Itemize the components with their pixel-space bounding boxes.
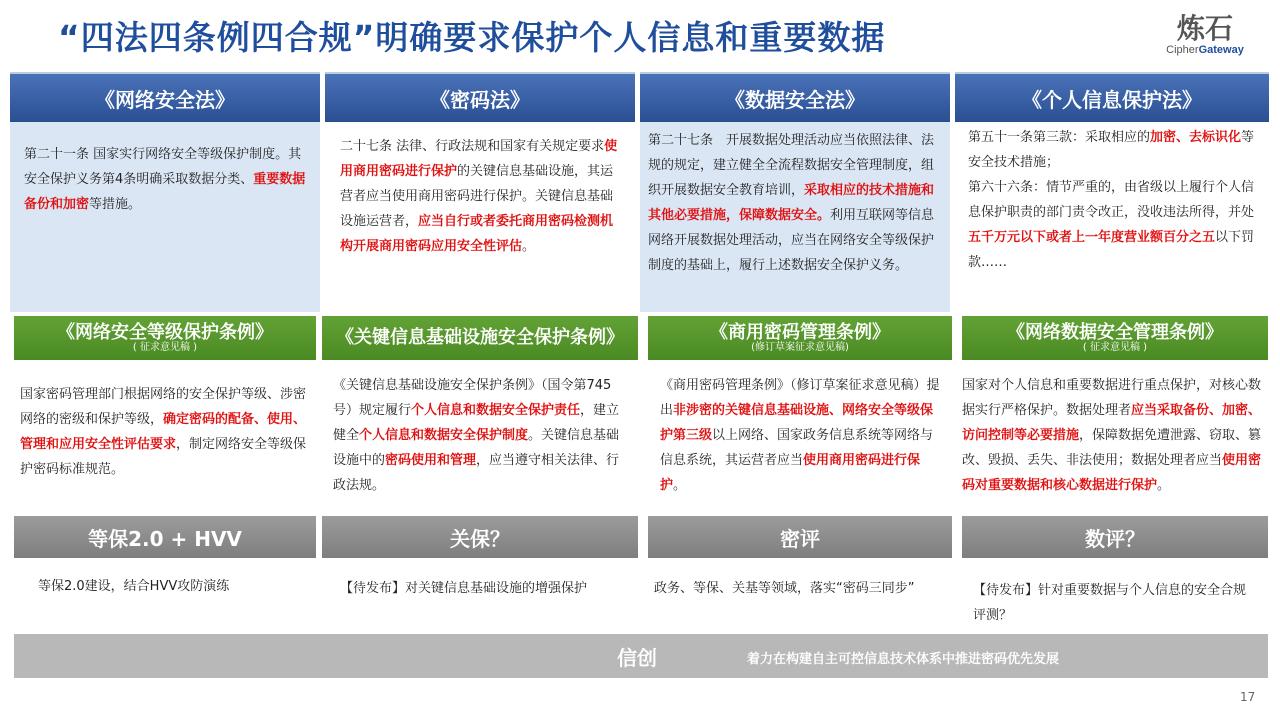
law-2-seg: 。 [522,239,536,254]
reg-1-title: 《网络安全等级保护条例》 [57,321,273,343]
law-1-title: 《网络安全法》 [95,87,235,112]
reg-2-header [322,316,638,360]
law-2-text [340,134,622,259]
law-3-seg: 第二十七条 开展数据处理活动应当依照法律、法规的规定，建立健全全流程数据安全管理制度，组织开展数据安全教育培训， [648,133,935,198]
law-2-highlight: 使用商用密码进行保护 [340,139,618,179]
reg-2-text [333,373,623,498]
law-1-seg: 等措施。 [89,197,142,212]
reg-2-title: 《关键信息基础设施安全保护条例》 [336,327,624,349]
reg-2-highlight: 个人信息和数据安全保护制度 [359,428,529,443]
xinchuang-text: 着力在构建自主可控信息技术体系中推进密码优先发展 [747,652,1060,667]
compliance-2-header [322,516,638,558]
law-1-highlight: 重要数据备份和加密 [24,172,306,212]
law-2-seg: 二十七条 法律、行政法规和国家有关规定要求 [340,139,605,154]
reg-3-header [648,316,952,360]
law-3-text [648,128,940,278]
reg-3-highlight: 非涉密的关键信息基础设施、网络安全等级保护第三级 [660,403,934,443]
reg-3-seg: 。 [673,478,687,493]
law-4-seg: 以下罚款…… [968,230,1255,270]
reg-3-highlight: 使用商用密码进行保护 [660,453,921,493]
reg-4-header [962,316,1268,360]
reg-2-highlight: 密码使用和管理 [385,453,477,468]
reg-1-header [14,316,316,360]
law-1-seg: 第二十一条 国家实行网络安全等级保护制度。其安全保护义务第4条明确采取数据分类、 [24,147,302,187]
compliance-1-title: 等保2.0 + HVV [88,526,242,551]
company-logo [1160,14,1250,56]
law-1-header [10,72,320,122]
logo-en-b: Gateway [1198,44,1244,56]
logo-en [1160,44,1250,56]
reg-1-subtitle: ( 征求意见稿 ) [132,342,198,354]
reg-1-text [20,382,312,482]
reg-1-seg: 国家密码管理部门根据网络的安全保护等级、涉密网络的密级和保护等级， [20,387,307,427]
law-2-header [325,72,635,122]
reg-2-seg: ，建立健全 [333,403,620,443]
compliance-4-title: 数评？ [1085,526,1145,551]
reg-4-subtitle: ( 征求意见稿 ) [1082,342,1148,354]
compliance-4-desc: 【待发布】针对重要数据与个人信息的安全合规评测？ [973,583,1247,623]
page-number: 17 [1240,690,1256,704]
page-title: “四法四条例四合规”明确要求保护个人信息和重要数据 [58,18,886,57]
reg-3-subtitle: (修订草案征求意见稿) [751,342,849,354]
reg-3-seg: 《商用密码管理条例》（修订草案征求意见稿）提出 [660,378,940,418]
reg-3-seg: 以上网络、国家政务信息系统等网络与信息系统，其运营者应当 [660,428,934,468]
law-4-seg: 第六十六条：情节严重的，由省级以上履行个人信息保护职责的部门责令改正，没收违法所得，并处 [968,180,1255,220]
reg-3-title: 《商用密码管理条例》 [710,321,890,343]
law-3-highlight: 采取相应的技术措施和其他必要措施，保障数据安全。 [648,183,935,223]
reg-1-seg: ，制定网络安全等级保护密码标准规范。 [20,437,307,477]
reg-4-text [962,373,1268,498]
reg-4-seg: 。 [1157,478,1171,493]
reg-2-seg: 《关键信息基础设施安全保护条例》（国令第745号）规定履行 [333,378,612,418]
compliance-2-desc: 【待发布】对关键信息基础设施的增强保护 [340,581,588,596]
reg-2-highlight: 个人信息和数据安全保护责任 [411,403,581,418]
reg-3-text [660,373,940,498]
logo-en-a: Cipher [1166,44,1199,56]
xinchuang-bar [14,634,1268,678]
compliance-4-header [962,516,1268,558]
reg-4-title: 《网络数据安全管理条例》 [1007,321,1223,343]
law-4-seg: 等安全技术措施； [968,130,1255,170]
law-1-text [24,142,312,217]
law-2-highlight: 应当自行或者委托商用密码检测机构开展商用密码应用安全性评估 [340,214,614,254]
law-4-highlight: 加密、去标识化 [1150,130,1242,145]
law-3-header [640,72,950,122]
compliance-3-header [648,516,952,558]
law-3-title: 《数据安全法》 [725,87,865,112]
law-4-header [955,72,1269,122]
law-4-text [968,125,1260,275]
reg-2-seg: 。关键信息基础设施中的 [333,428,620,468]
compliance-3-title: 密评 [780,526,820,551]
law-2-title: 《密码法》 [430,87,530,112]
reg-2-seg: ，应当遵守相关法律、行政法规。 [333,453,620,493]
law-2-seg: 的关键信息基础设施，其运营者应当使用商用密码进行保护。关键信息基础设施运营者， [340,164,614,229]
law-4-highlight: 五千万元以下或者上一年度营业额百分之五 [968,230,1216,245]
xinchuang-label: 信创 [617,646,657,670]
law-4-title: 《个人信息保护法》 [1022,87,1202,112]
compliance-1-desc: 等保2.0建设，结合HVV攻防演练 [38,579,230,594]
reg-4-seg: 国家对个人信息和重要数据进行重点保护，对核心数据实行严格保护。数据处理者 [962,378,1262,418]
compliance-3-desc: 政务、等保、关基等领域，落实“密码三同步” [654,581,915,596]
reg-4-highlight: 使用密码对重要数据和核心数据进行保护 [962,453,1262,493]
law-3-seg: 利用互联网等信息网络开展数据处理活动，应当在网络安全等级保护制度的基础上，履行上述数据安全保护义务。 [648,208,935,273]
reg-4-highlight: 应当采取备份、加密、访问控制等必要措施 [962,403,1262,443]
reg-1-highlight: 确定密码的配备、使用、管理和应用安全性评估要求 [20,412,307,452]
compliance-2-title: 关保？ [450,526,510,551]
reg-4-seg: ，保障数据免遭泄露、窃取、篡改、毁损、丢失、非法使用；数据处理者应当 [962,428,1262,468]
compliance-1-header [14,516,316,558]
logo-cn: 炼石 [1176,12,1233,45]
law-4-seg: 第五十一条第三款：采取相应的 [968,130,1151,145]
